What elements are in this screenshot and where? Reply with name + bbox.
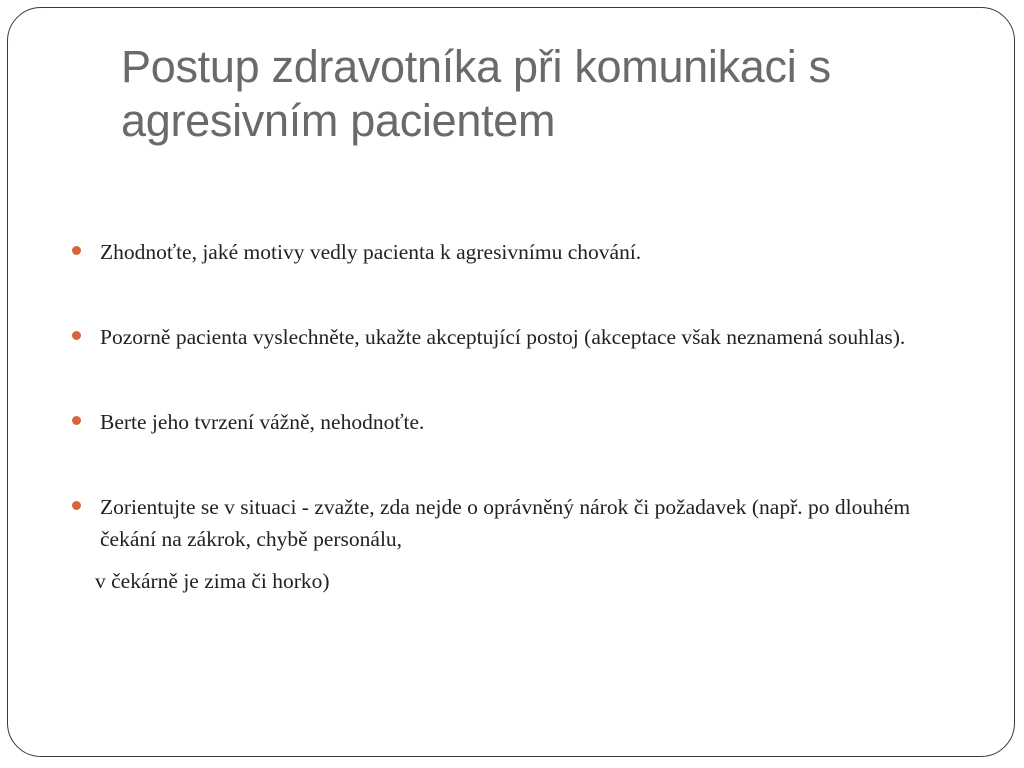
bullet-dot-icon <box>72 501 81 510</box>
bullet-continuation: v čekárně je zima či horko) <box>95 569 330 593</box>
bullet-item-3 <box>70 406 970 438</box>
bullet-text-3: Berte jeho tvrzení vážně, nehodnoťte. <box>100 410 425 434</box>
bullet-dot-icon <box>72 246 81 255</box>
bullet-item-4 <box>70 491 970 555</box>
slide <box>7 7 1015 757</box>
bullet-text-4: Zorientujte se v situaci - zvažte, zda nejde o oprávněný nárok či požadavek (např. po dlouhém čekání na zákrok, chybě personálu, <box>100 495 911 551</box>
bullet-item-2 <box>70 321 970 353</box>
bullet-dot-icon <box>72 416 81 425</box>
bullet-dot-icon <box>72 331 81 340</box>
bullet-list <box>70 236 970 619</box>
bullet-text-2: Pozorně pacienta vyslechněte, ukažte akceptující postoj (akceptace však neznamená souhlas). <box>100 325 906 349</box>
slide-title: Postup zdravotníka při komunikaci s agresivním pacientem <box>121 41 831 146</box>
bullet-item-1 <box>70 236 970 268</box>
bullet-text-1: Zhodnoťte, jaké motivy vedly pacienta k agresivnímu chování. <box>100 240 642 264</box>
